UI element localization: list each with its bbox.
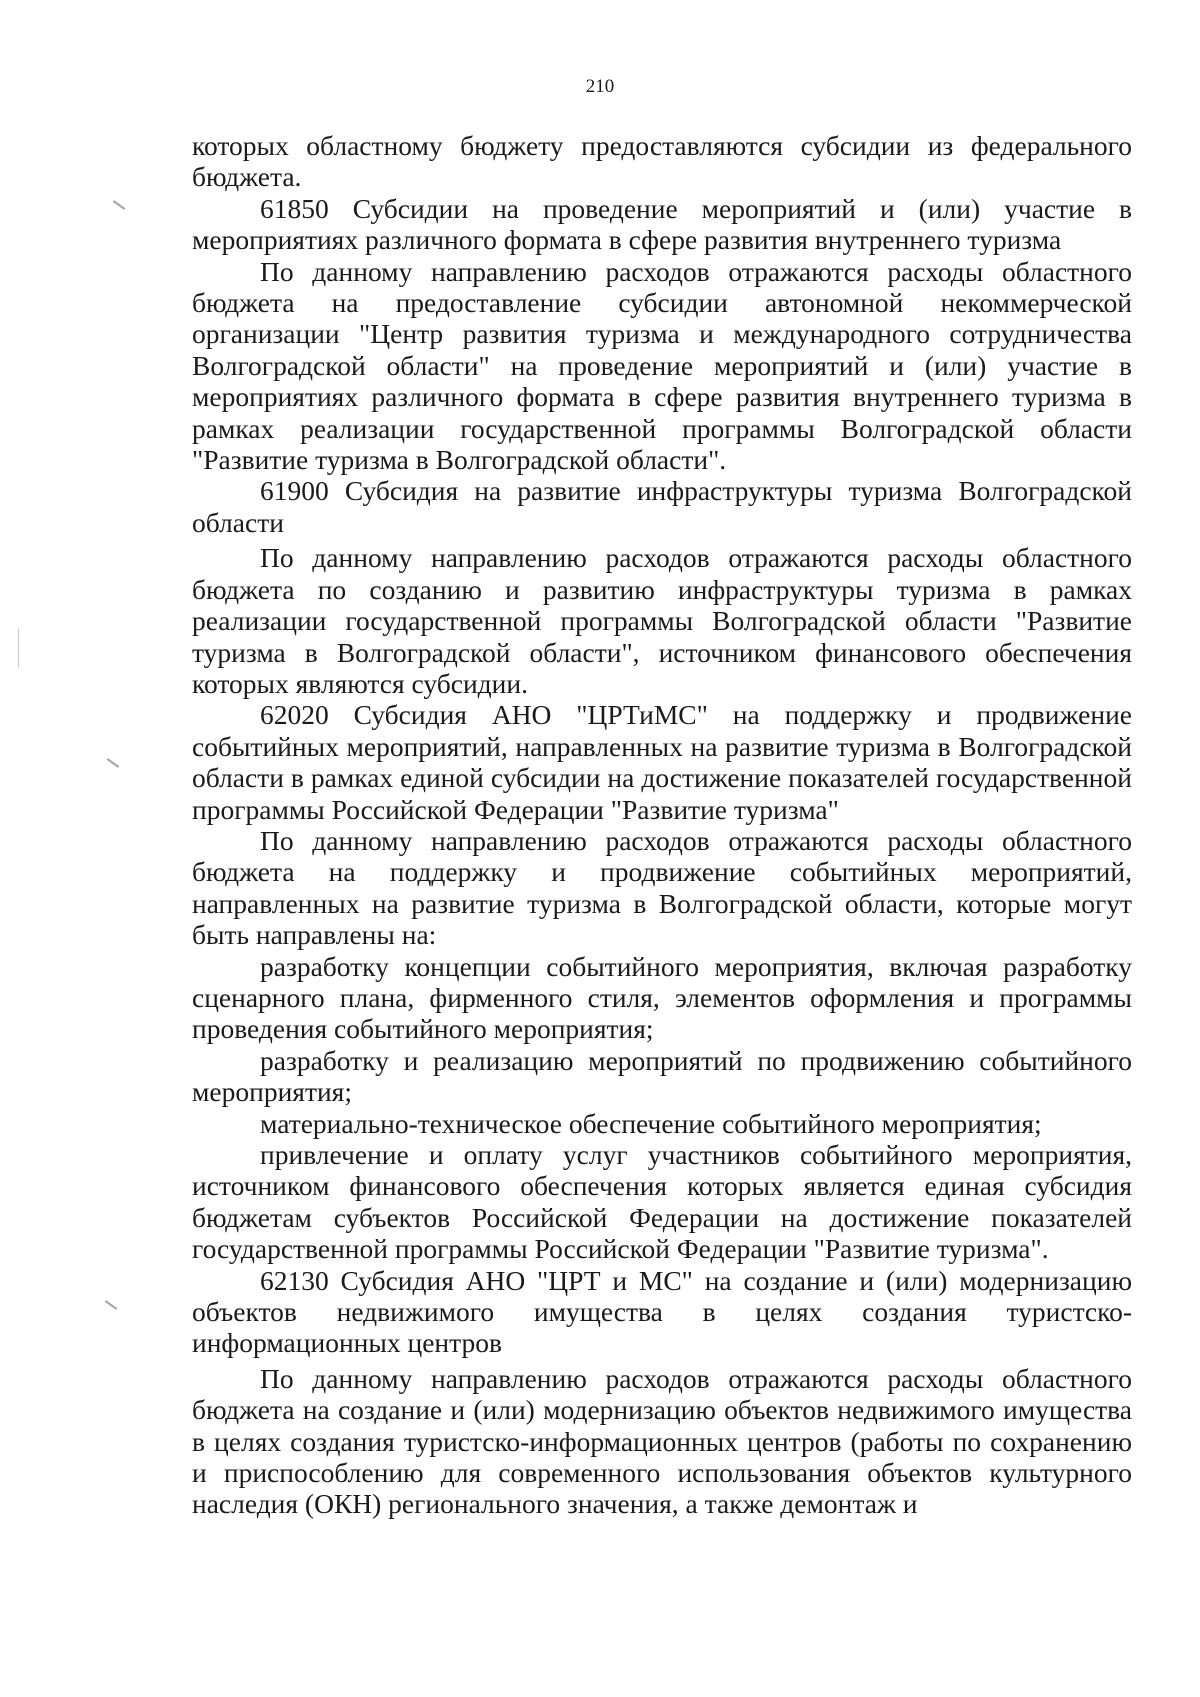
scan-mark [105,1300,118,1310]
scan-mark [18,628,19,668]
code-heading-61850: 61850 Субсидии на проведение мероприятий и (или) участие в мероприятиях различного формата в сфере развития внутреннего туризма [192,192,1132,256]
scan-mark [107,758,120,768]
page-number: 210 [585,76,615,97]
code-heading-61900: 61900 Субсидия на развитие инфраструктуры туризма Волгоградской области [192,475,1132,538]
document-body [192,130,1132,1520]
list-item: материально-техническое обеспечение событийного мероприятия; [260,1107,1042,1139]
paragraph-62130-description: По данному направлению расходов отражаются расходы областного бюджета на создание и (или) модернизацию объектов недвижимого имущества в целях создания туристско-информационных центров (работы по сохранению и приспособлению для современного использования объектов культурного наследия (ОКН) регионального значения, а также демонтаж и [192,1362,1132,1520]
paragraph-62020-description: По данному направлению расходов отражаются расходы областного бюджета на поддержку и продвижение событийных мероприятий, направленных на развитие туризма в Волгоградской области, которые могут быть направлены на: [192,824,1132,951]
list-item: разработку концепции событийного мероприятия, включая разработку сценарного плана, фирменного стиля, элементов оформления и программы проведения событийного мероприятия; [192,950,1132,1045]
code-heading-62020: 62020 Субсидия АНО "ЦРТиМС" на поддержку и продвижение событийных мероприятий, направленных на развитие туризма в Волгоградской области в рамках единой субсидии на достижение показателей государственной программы Российской Федерации "Развитие туризма" [192,699,1132,825]
code-heading-62130: 62130 Субсидия АНО "ЦРТ и МС" на создание и (или) модернизацию объектов недвижимого имущества в целях создания туристско-информационных центров [192,1264,1132,1359]
paragraph-61850-description: По данному направлению расходов отражаются расходы областного бюджета на предоставление субсидии автономной некоммерческой организации "Центр развития туризма и международного сотрудничества Волгоградской области" на проведение мероприятий и (или) участие в мероприятиях различного формата в сфере развития внутреннего туризма в рамках реализации государственной программы Волгоградской области "Развитие туризма в Волгоградской области". [192,255,1132,476]
paragraph-61900-description: По данному направлению расходов отражаются расходы областного бюджета по созданию и развитию инфраструктуры туризма в рамках реализации государственной программы Волгоградской области "Развитие туризма в Волгоградской области", источником финансового обеспечения которых являются субсидии. [192,542,1132,699]
paragraph-continuation: которых областному бюджету предоставляются субсидии из федерального бюджета. [192,130,1132,193]
scan-mark [113,200,126,210]
list-item: привлечение и оплату услуг участников событийного мероприятия, источником финансового обеспечения которых является единая субсидия бюджетам субъектов Российской Федерации на достижение показателей государственной программы Российской Федерации "Развитие туризма". [192,1139,1132,1265]
list-item: разработку и реализацию мероприятий по продвижению событийного мероприятия; [192,1044,1132,1108]
